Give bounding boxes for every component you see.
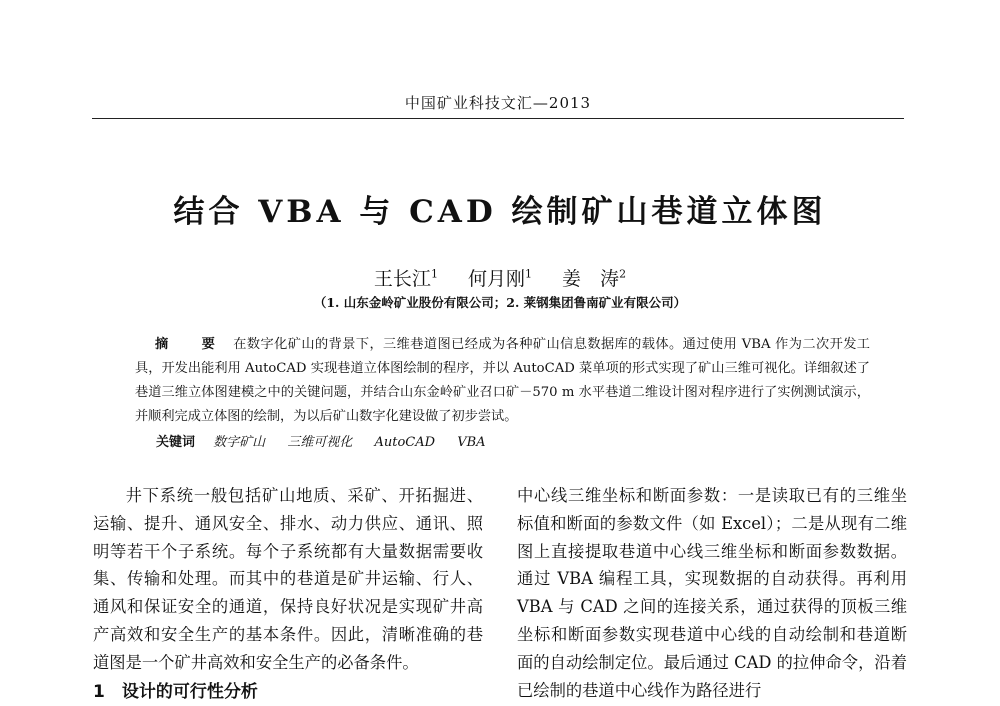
author: 何月刚$^1$ [467,267,532,290]
keyword: AutoCAD [374,435,436,450]
keywords-label: 关键词 [156,435,196,450]
keyword: 数字矿山 [213,435,266,450]
running-header [92,92,904,119]
author: 王长江$^1$ [373,267,438,290]
body-paragraph: 中心线三维坐标和断面参数：一是读取已有的三维坐标值和断面的参数文件（如 Excel）；二是从现有二维图上直接提取巷道中心线三维坐标和断面参数数据。通过 VBA 编程工具，实现数据的自动获得。再利用 VBA 与 CAD 之间的连接关系，通过获得的顶板三维坐标和断面参数实现巷道中心线的自动绘制和巷道断面的自动绘制定位。最后通过 CAD 的拉伸命令，沿着已绘制的巷道中心线作为路径进行 [517,486,907,700]
author: 姜 涛$^2$ [562,267,627,290]
paper-title: 结合 VBA 与 CAD 绘制矿山巷道立体图 [173,194,827,230]
affiliations: （1. 山东金岭矿业股份有限公司；2. 莱钢集团鲁南矿业有限公司） [313,295,687,310]
abstract-label: 摘 要 [155,337,230,352]
author-list [0,264,1000,291]
abstract-text: 在数字化矿山的背景下，三维巷道图已经成为各种矿山信息数据库的载体。通过使用 VBA 作为二次开发工具，开发出能利用 AutoCAD 实现巷道立体图绘制的程序，并以 AutoCAD 菜单项的形式实现了矿山三维可视化。详细叙述了巷道三维立体图建模之中的关键问题，并结合山东金岭矿业召口矿－570 m 水平巷道二维设计图对程序进行了实例测试演示，并顺利完成立体图的绘制，为以后矿山数字化建设做了初步尝试。 [135,337,870,424]
keywords [156,431,870,455]
section-heading: 1 设计的可行性分析 [93,681,258,702]
keyword: VBA [457,435,486,450]
keyword: 三维可视化 [287,435,353,450]
left-column [93,482,483,706]
right-column [517,482,907,704]
abstract [135,333,870,429]
body-paragraph: 井下系统一般包括矿山地质、采矿、开拓掘进、运输、提升、通风安全、排水、动力供应、通讯、照明等若干个子系统。每个子系统都有大量数据需要收集、传输和处理。而其中的巷道是矿井运输、行人、通风和保证安全的通道，保持良好状况是实现矿井高产高效和安全生产的基本条件。因此，清晰准确的巷道图是一个矿井高效和安全生产的必备条件。 [93,486,483,672]
journal-name: 中国矿业科技文汇—2013 [404,94,592,112]
